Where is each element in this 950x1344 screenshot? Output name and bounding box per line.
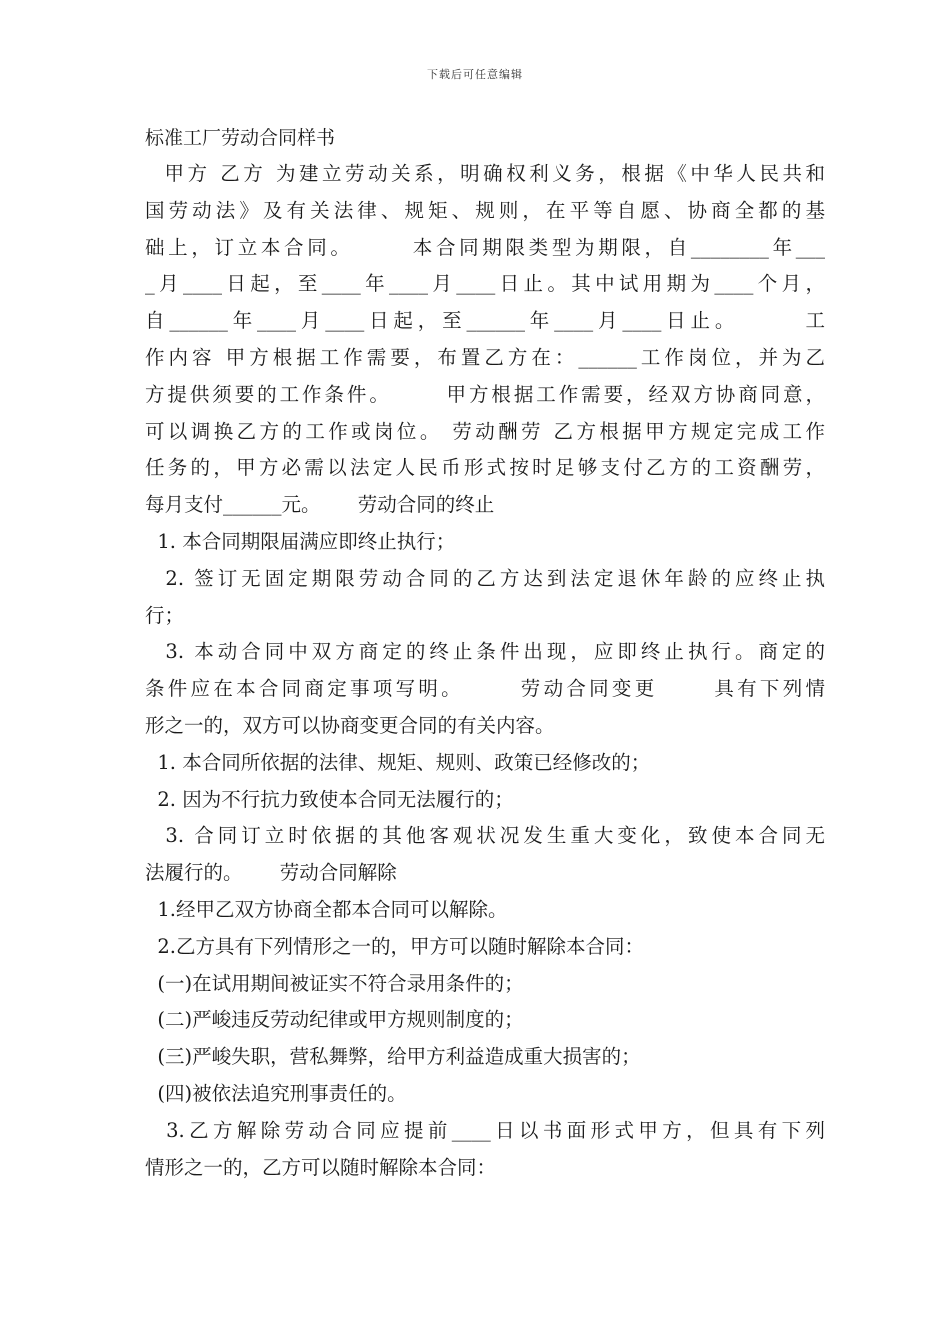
body-line: 作内容 甲方根据工作需要，布置乙方在：______工作岗位，并为乙 [145,345,825,369]
body-line: 法履行的。 劳动合同解除 [145,861,397,885]
body-line: 自______年____月____日起，至______年____月____日止。 工 [145,309,825,333]
body-line: 3. 本动合同中双方商定的终止条件出现，应即终止执行。商定的 [145,640,825,664]
header-note: 下载后可任意编辑 [427,68,523,81]
body-line: 1.经甲乙双方协商全都本合同可以解除。 [145,897,508,921]
body-line: _月____日起，至____年____月____日止。其中试用期为____个月， [145,272,825,296]
body-line: (一)在试用期间被证实不符合录用条件的； [145,971,524,995]
body-line: 甲方 乙方 为建立劳动关系，明确权利义务，根据《中华人民共和 [145,162,825,185]
body-line: 行； [145,603,185,627]
body-line: 1. 本合同期限届满应即终止执行； [145,529,456,553]
body-line: (四)被依法追究刑事责任的。 [145,1081,407,1105]
body-line: 条件应在本合同商定事项写明。 劳动合同变更 具有下列情 [145,677,825,701]
body-line: 础上，订立本合同。 本合同期限类型为期限，自________年___ [145,235,825,259]
body-line: 国劳动法》及有关法律、规矩、规则，在平等自愿、协商全都的基 [145,198,825,222]
document-body [145,156,825,1186]
body-line: 3.乙方解除劳动合同应提前____日以书面形式甲方，但具有下列 [145,1118,825,1142]
body-line: 可以调换乙方的工作或岗位。 劳动酬劳 乙方根据甲方规定完成工作 [145,419,825,443]
body-line: 方提供须要的工作条件。 甲方根据工作需要，经双方协商同意， [145,382,825,406]
body-line: 2.乙方具有下列情形之一的，甲方可以随时解除本合同： [145,934,645,958]
body-line: (二)严峻违反劳动纪律或甲方规则制度的； [145,1008,524,1032]
body-line: 每月支付______元。 劳动合同的终止 [145,493,495,517]
body-line: 任务的，甲方必需以法定人民币形式按时足够支付乙方的工资酬劳， [145,456,825,480]
document-title: 标准工厂劳动合同样书 [145,127,336,149]
body-line: 形之一的，双方可以协商变更合同的有关内容。 [145,713,555,737]
body-line: 2. 因为不行抗力致使本合同无法履行的； [145,787,514,811]
body-line: 情形之一的，乙方可以随时解除本合同： [145,1155,497,1179]
body-line: 3. 合同订立时依据的其他客观状况发生重大变化，致使本合同无 [145,824,825,848]
body-line: (三)严峻失职，营私舞弊，给甲方利益造成重大损害的； [145,1045,641,1069]
body-line: 2. 签订无固定期限劳动合同的乙方达到法定退休年龄的应终止执 [145,566,825,590]
body-line: 1. 本合同所依据的法律、规矩、规则、政策已经修改的； [145,750,651,774]
